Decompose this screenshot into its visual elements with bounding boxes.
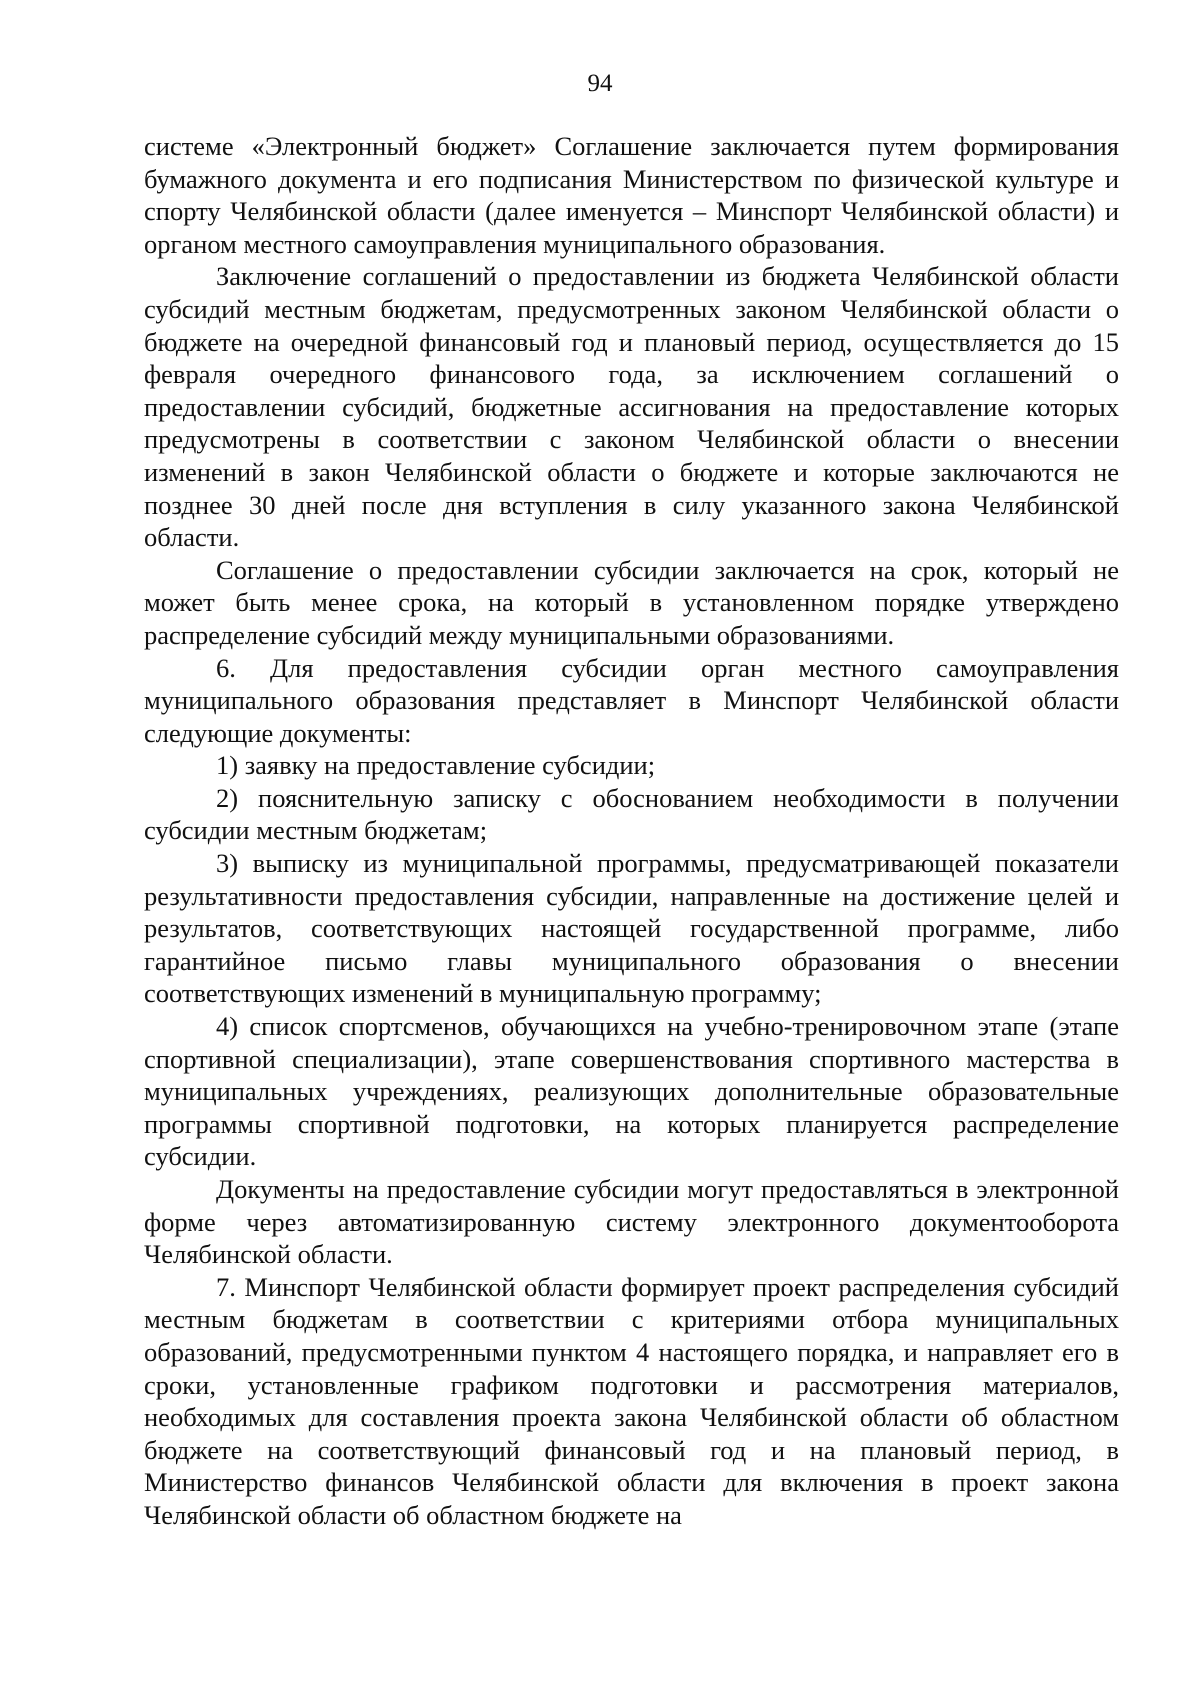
list-item-2: 2) пояснительную записку с обоснованием необходимости в получении субсидии местным бюджетам; (144, 782, 1119, 846)
page-number: 94 (587, 70, 613, 97)
list-item-3: 3) выписку из муниципальной программы, предусматривающей показатели результативности предоставления субсидии, направленные на достижение целей и результатов, соответствующих настоящей государственной программе, либо гарантийное письмо главы муниципального образования о внесении соответствующих изменений в муниципальную программу; (144, 848, 1119, 1009)
paragraph-continuation: системе «Электронный бюджет» Соглашение заключается путем формирования бумажного документа и его подписания Министерством по физической культуре и спорту Челябинской области (далее именуется – Минспорт Челябинской области) и органом местного самоуправления муниципального образования. (144, 131, 1119, 259)
paragraph-item-7: 7. Минспорт Челябинской области формирует проект распределения субсидий местным бюджетам в соответствии с критериями отбора муниципальных образований, предусмотренными пунктом 4 настоящего порядка, и направляет его в сроки, установленные графиком подготовки и рассмотрения материалов, необходимых для составления проекта закона Челябинской области об областном бюджете на соответствующий финансовый год и на плановый период, в Министерство финансов Челябинской области для включения в проект закона Челябинской области об областном бюджете на (144, 1271, 1119, 1530)
paragraph-agreements-deadline: Заключение соглашений о предоставлении из бюджета Челябинской области субсидий местным бюджетам, предусмотренных законом Челябинской области о бюджете на очередной финансовый год и плановый период, осуществляется до 15 февраля очередного финансового года, за исключением соглашений о предоставлении субсидий, бюджетные ассигнования на предоставление которых предусмотрены в соответствии с законом Челябинской области о внесении изменений в закон Челябинской области о бюджете и которые заключаются не позднее 30 дней после дня вступления в силу указанного закона Челябинской области. (144, 261, 1119, 553)
list-item-4: 4) список спортсменов, обучающихся на учебно-тренировочном этапе (этапе спортивной специализации), этапе совершенствования спортивного мастерства в муниципальных учреждениях, реализующих дополнительные образовательные программы спортивной подготовки, на которых планируется распределение субсидии. (144, 1011, 1119, 1172)
list-item-1: 1) заявку на предоставление субсидии; (216, 750, 656, 781)
document-body (144, 130, 1119, 1532)
paragraph-agreement-term: Соглашение о предоставлении субсидии заключается на срок, который не может быть менее срока, на который в установленном порядке утверждено распределение субсидий между муниципальными образованиями. (144, 554, 1119, 650)
paragraph-electronic-documents: Документы на предоставление субсидии могут предоставляться в электронной форме через автоматизированную систему электронного документооборота Челябинской области. (144, 1174, 1119, 1270)
paragraph-item-6: 6. Для предоставления субсидии орган местного самоуправления муниципального образования представляет в Минспорт Челябинской области следующие документы: (144, 652, 1119, 748)
